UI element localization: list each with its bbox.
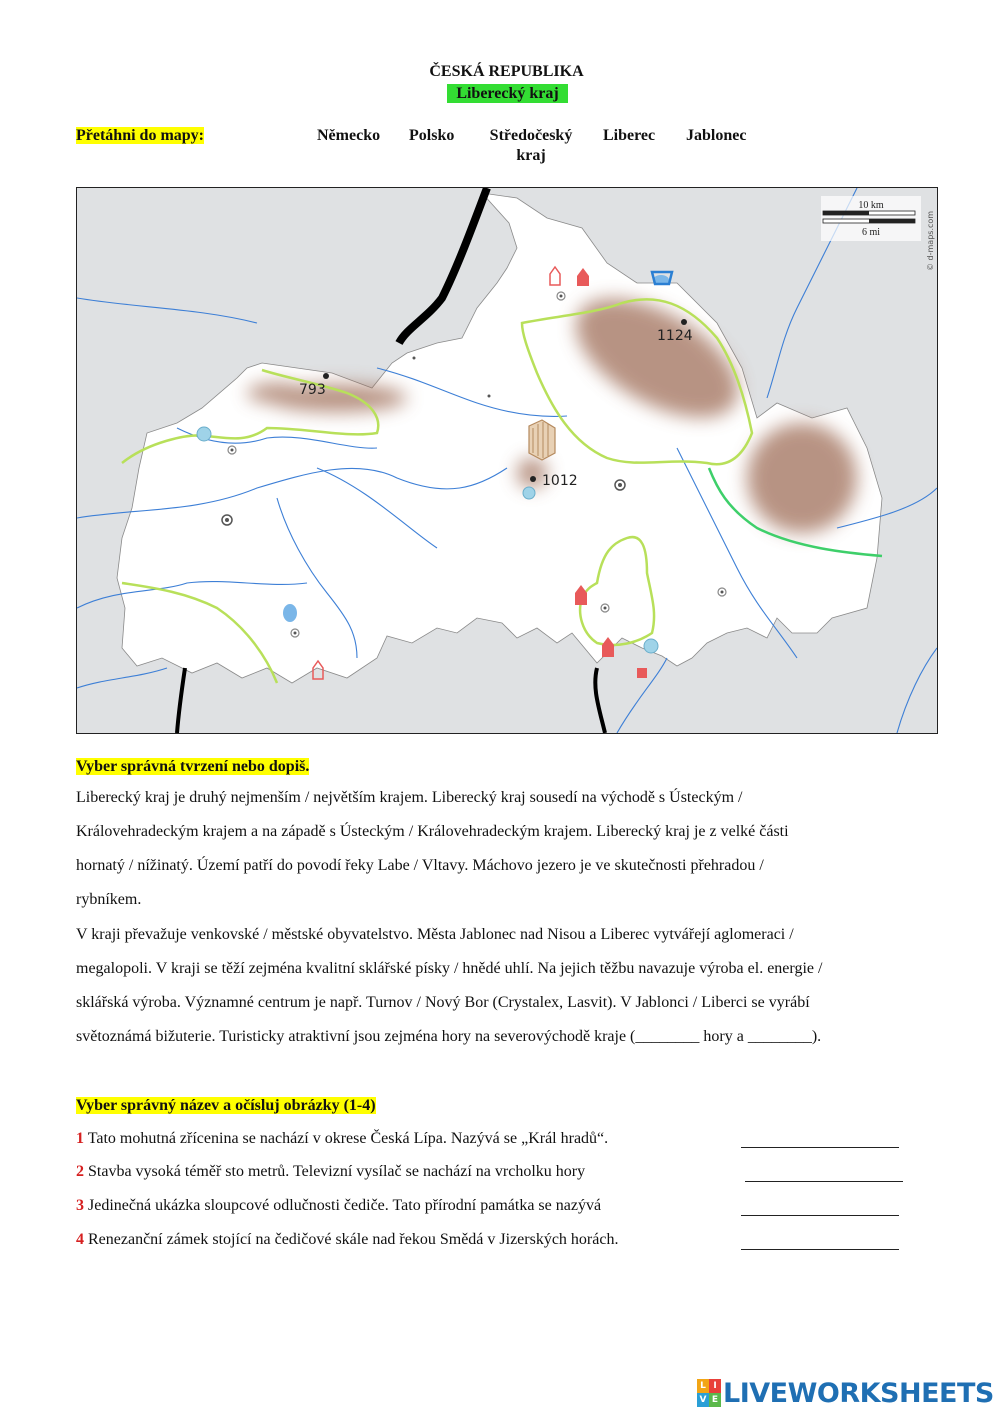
region-map[interactable]	[76, 187, 938, 734]
answer-blank-2[interactable]	[745, 1163, 903, 1182]
map-scale-bar	[821, 196, 921, 241]
section2-heading	[76, 1096, 376, 1116]
map-credit: © d-maps.com	[926, 210, 935, 271]
statement-line-8[interactable]: světoznámá bižuterie. Turisticky atraktivní jsou zejména hory na severovýchodě kraje (________ hory a ________).	[76, 1028, 822, 1045]
statement-line-3[interactable]: hornatý / nížinatý. Území patří do povodí řeky Labe / Vltavy. Máchovo jezero je ve skutečnosti přehradou /	[76, 857, 764, 874]
drag-word-nemecko[interactable]: Německo	[317, 127, 381, 144]
question-text: Stavba vysoká téměř sto metrů. Televizní vysílač se nachází na vrcholku hory	[88, 1163, 586, 1180]
section1-heading	[76, 757, 309, 777]
drag-word-polsko[interactable]: Polsko	[409, 127, 455, 144]
border-line-s	[595, 668, 605, 733]
elevation-dot-1012	[530, 476, 536, 482]
statement-line-1[interactable]: Liberecký kraj je druhý nejmenším / největším krajem. Liberecký kraj sousedí na východě s Ústeckým /	[76, 789, 743, 806]
statement-line-6[interactable]: megalopoli. V kraji se těží zejména kvalitní sklářské písky / hnědé uhlí. Na jejich těžbu navazuje výroba el. energie /	[76, 960, 823, 977]
logo-letter-l: L	[697, 1379, 709, 1393]
statement-line-4[interactable]: rybníkem.	[76, 891, 142, 908]
lake-machovo	[283, 604, 297, 622]
logo-letter-e: E	[709, 1393, 721, 1407]
question-number: 4	[76, 1231, 84, 1248]
city-liberec-symbol	[529, 420, 555, 460]
answer-blank-3[interactable]	[741, 1197, 899, 1216]
question-number: 3	[76, 1197, 84, 1214]
logo-letter-i: I	[709, 1379, 721, 1393]
answer-blank-4[interactable]	[741, 1231, 899, 1250]
page-title: ČESKÁ REPUBLIKA	[429, 63, 584, 80]
elevation-dot-1124	[681, 319, 687, 325]
elevation-label-1012: 1012	[542, 473, 578, 489]
answer-blank-1[interactable]	[741, 1129, 899, 1148]
liveworksheets-logo-icon	[697, 1379, 721, 1407]
drag-task-label-text: Přetáhni do mapy:	[76, 127, 204, 144]
scale-km-label: 10 km	[858, 200, 884, 211]
region-map-svg	[77, 188, 937, 733]
drag-word-liberec[interactable]: Liberec	[603, 127, 656, 144]
drag-task-label	[76, 126, 204, 145]
scale-mi-label: 6 mi	[861, 227, 881, 238]
elevation-dot-793	[323, 373, 329, 379]
elevation-label-1124: 1124	[657, 328, 693, 344]
logo-letter-v: V	[697, 1393, 709, 1407]
liveworksheets-brand-text: LIVEWORKSHEETS	[723, 1377, 994, 1409]
question-text: Renezanční zámek stojící na čedičové skále nad řekou Smědá v Jizerských horách.	[88, 1231, 619, 1248]
border-line-sw	[177, 668, 185, 733]
question-number: 2	[76, 1163, 84, 1180]
page-subtitle: Liberecký kraj	[447, 84, 568, 103]
statement-line-2[interactable]: Královehradeckým krajem a na západě s Ústeckým / Královehradeckým krajem. Liberecký kraj je z velké části	[76, 823, 789, 840]
question-text: Jedinečná ukázka sloupcové odlučnosti čediče. Tato přírodní památka se nazývá	[88, 1197, 602, 1214]
elevation-label-793: 793	[299, 382, 326, 398]
question-number: 1	[76, 1130, 84, 1147]
section1-heading-text: Vyber správná tvrzení nebo dopiš.	[76, 758, 310, 775]
liveworksheets-logo[interactable]	[697, 1377, 993, 1409]
drag-word-stredocesky-kraj[interactable]: Středočeský kraj	[489, 127, 573, 164]
section2-heading-text: Vyber správný název a očísluj obrázky (1-4)	[76, 1097, 376, 1114]
statement-line-7[interactable]: sklářská výroba. Významné centrum je např. Turnov / Nový Bor (Crystalex, Lasvit). V Jablonci / Liberci se vyrábí	[76, 994, 810, 1011]
statement-line-5[interactable]: V kraji převažuje venkovské / městské obyvatelstvo. Města Jablonec nad Nisou a Liberec vytvářejí aglomeraci /	[76, 926, 794, 943]
question-text: Tato mohutná zřícenina se nachází v okrese Česká Lípa. Nazývá se „Král hradů“.	[87, 1130, 609, 1147]
drag-word-jablonec[interactable]: Jablonec	[686, 127, 747, 144]
